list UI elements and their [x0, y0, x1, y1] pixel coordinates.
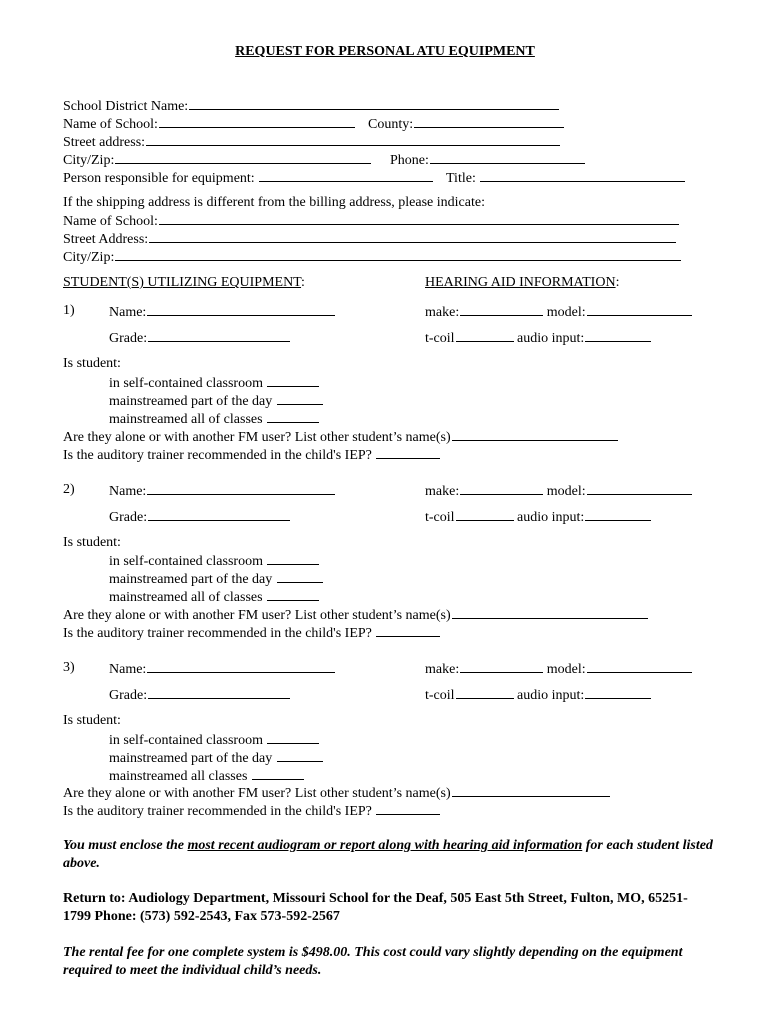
is-student-label: Is student:	[63, 356, 121, 371]
tcoil-field[interactable]	[456, 328, 514, 342]
hearing-aid-section-header	[425, 274, 619, 292]
iep-row	[63, 445, 440, 465]
tcoil-label: t-coil	[425, 331, 455, 346]
name-of-school-row	[63, 114, 355, 134]
return-address: Return to: Audiology Department, Missouri School for the Deaf, 505 East 5th Street, Fulton, MO, 65251-1799 Phone: (573) 592-2543, Fax 573-592-2567	[63, 891, 688, 924]
audio-input-label: audio input:	[517, 688, 585, 703]
shipping-city-row	[63, 247, 681, 267]
self-contained-row	[109, 730, 319, 750]
tcoil-field[interactable]	[456, 685, 514, 699]
county-field[interactable]	[414, 114, 564, 128]
phone-label: Phone:	[390, 153, 429, 168]
self-contained-row	[109, 373, 319, 393]
fm-user-row	[63, 605, 648, 625]
rental-fee-notice: The rental fee for one complete system is $498.00. This cost could vary slightly depending on the equipment required to meet the individual child’s needs.	[63, 945, 683, 978]
page-title: REQUEST FOR PERSONAL ATU EQUIPMENT	[235, 44, 535, 59]
student-name-field[interactable]	[147, 481, 335, 495]
person-responsible-row	[63, 168, 433, 188]
student-name-label: Name:	[109, 662, 147, 677]
mainstreamed-part-field[interactable]	[277, 569, 323, 583]
student-name-field[interactable]	[147, 659, 335, 673]
make-model-row	[425, 302, 692, 322]
mainstreamed-part-field[interactable]	[277, 748, 323, 762]
tcoil-audio-row	[425, 685, 651, 705]
notice-text-2: for each student listed above.	[63, 838, 713, 871]
mainstreamed-all-field[interactable]	[267, 409, 319, 423]
student-name-label: Name:	[109, 305, 147, 320]
street-address-label: Street address:	[63, 135, 146, 150]
fm-user-row	[63, 783, 610, 803]
make-field[interactable]	[460, 302, 543, 316]
mainstreamed-all-label: mainstreamed all classes	[109, 769, 248, 784]
grade-field[interactable]	[148, 507, 290, 521]
notice-text-1: You must enclose the	[63, 838, 188, 853]
shipping-city-label: City/Zip:	[63, 250, 115, 265]
city-zip-row	[63, 150, 371, 170]
make-model-row	[425, 481, 692, 501]
self-contained-field[interactable]	[267, 373, 319, 387]
mainstreamed-all-label: mainstreamed all of classes	[109, 590, 263, 605]
tcoil-label: t-coil	[425, 510, 455, 525]
model-label: model:	[546, 305, 586, 320]
self-contained-row	[109, 551, 319, 571]
iep-field[interactable]	[376, 445, 440, 459]
iep-field[interactable]	[376, 801, 440, 815]
iep-row	[63, 801, 440, 821]
audio-input-label: audio input:	[517, 331, 585, 346]
audio-input-field[interactable]	[585, 685, 651, 699]
county-row	[368, 114, 564, 134]
phone-row	[390, 150, 585, 170]
make-model-row	[425, 659, 692, 679]
street-address-row	[63, 132, 560, 152]
city-zip-label: City/Zip:	[63, 153, 115, 168]
model-field[interactable]	[587, 481, 692, 495]
students-header-text: STUDENT(S) UTILIZING EQUIPMENT	[63, 275, 302, 290]
school-name-label: Name of School:	[63, 117, 158, 132]
grade-field[interactable]	[148, 328, 290, 342]
is-student-label: Is student:	[63, 535, 121, 550]
mainstreamed-part-row	[109, 569, 323, 589]
students-section-header	[63, 274, 305, 292]
grade-row	[109, 507, 290, 527]
shipping-school-field[interactable]	[159, 211, 679, 225]
iep-question: Is the auditory trainer recommended in the child's IEP?	[63, 448, 372, 463]
person-responsible-label: Person responsible for equipment:	[63, 171, 255, 186]
iep-field[interactable]	[376, 623, 440, 637]
fm-user-field[interactable]	[452, 427, 618, 441]
tcoil-audio-row	[425, 328, 651, 348]
student-name-row	[109, 481, 335, 501]
fm-user-row	[63, 427, 618, 447]
grade-label: Grade:	[109, 688, 148, 703]
mainstreamed-part-label: mainstreamed part of the day	[109, 751, 273, 766]
shipping-intro: If the shipping address is different from the billing address, please indicate:	[63, 195, 485, 210]
iep-question: Is the auditory trainer recommended in the child's IEP?	[63, 626, 372, 641]
tcoil-field[interactable]	[456, 507, 514, 521]
city-zip-field[interactable]	[115, 150, 371, 164]
mainstreamed-all-row	[109, 587, 319, 607]
model-field[interactable]	[587, 659, 692, 673]
grade-row	[109, 328, 290, 348]
iep-question: Is the auditory trainer recommended in the child's IEP?	[63, 804, 372, 819]
school-district-row	[63, 96, 559, 116]
model-field[interactable]	[587, 302, 692, 316]
student-name-field[interactable]	[147, 302, 335, 316]
self-contained-field[interactable]	[267, 730, 319, 744]
fm-user-field[interactable]	[452, 783, 610, 797]
student-number: 3)	[63, 660, 75, 675]
audio-input-label: audio input:	[517, 510, 585, 525]
students-header-colon: :	[301, 275, 305, 290]
mainstreamed-part-label: mainstreamed part of the day	[109, 572, 273, 587]
shipping-school-label: Name of School:	[63, 214, 158, 229]
audio-input-field[interactable]	[585, 507, 651, 521]
fm-user-question: Are they alone or with another FM user? List other student’s name(s)	[63, 430, 451, 445]
shipping-street-label: Street Address:	[63, 232, 149, 247]
make-label: make:	[425, 662, 460, 677]
self-contained-label: in self-contained classroom	[109, 733, 263, 748]
self-contained-label: in self-contained classroom	[109, 554, 263, 569]
phone-field[interactable]	[430, 150, 585, 164]
mainstreamed-all-label: mainstreamed all of classes	[109, 412, 263, 427]
hearing-aid-header-text: HEARING AID INFORMATION	[425, 275, 616, 290]
notice-emphasis: most recent audiogram or report along with hearing aid information	[187, 838, 583, 853]
model-label: model:	[546, 662, 586, 677]
make-label: make:	[425, 305, 460, 320]
fm-user-question: Are they alone or with another FM user? List other student’s name(s)	[63, 786, 451, 801]
mainstreamed-part-row	[109, 391, 323, 411]
student-number: 1)	[63, 303, 75, 318]
mainstreamed-part-label: mainstreamed part of the day	[109, 394, 273, 409]
school-district-label: School District Name:	[63, 99, 189, 114]
grade-label: Grade:	[109, 331, 148, 346]
county-label: County:	[368, 117, 414, 132]
grade-field[interactable]	[148, 685, 290, 699]
mainstreamed-all-field[interactable]	[252, 766, 304, 780]
fm-user-question: Are they alone or with another FM user? List other student’s name(s)	[63, 608, 451, 623]
student-name-row	[109, 302, 335, 322]
fm-user-field[interactable]	[452, 605, 648, 619]
school-district-field[interactable]	[189, 96, 559, 110]
mainstreamed-all-field[interactable]	[267, 587, 319, 601]
tcoil-label: t-coil	[425, 688, 455, 703]
person-responsible-field[interactable]	[259, 168, 433, 182]
student-number: 2)	[63, 482, 75, 497]
title-field[interactable]	[480, 168, 685, 182]
shipping-street-row	[63, 229, 676, 249]
grade-label: Grade:	[109, 510, 148, 525]
mainstreamed-part-row	[109, 748, 323, 768]
iep-row	[63, 623, 440, 643]
tcoil-audio-row	[425, 507, 651, 527]
student-name-row	[109, 659, 335, 679]
is-student-label: Is student:	[63, 713, 121, 728]
shipping-city-field[interactable]	[115, 247, 681, 261]
model-label: model:	[546, 484, 586, 499]
self-contained-field[interactable]	[267, 551, 319, 565]
grade-row	[109, 685, 290, 705]
shipping-street-field[interactable]	[149, 229, 676, 243]
mainstreamed-all-row	[109, 409, 319, 429]
student-name-label: Name:	[109, 484, 147, 499]
audio-input-field[interactable]	[585, 328, 651, 342]
audiogram-notice	[63, 837, 713, 873]
self-contained-label: in self-contained classroom	[109, 376, 263, 391]
shipping-school-row	[63, 211, 679, 231]
make-field[interactable]	[460, 659, 543, 673]
mainstreamed-part-field[interactable]	[277, 391, 323, 405]
title-field-row	[446, 168, 685, 188]
make-label: make:	[425, 484, 460, 499]
street-address-field[interactable]	[146, 132, 560, 146]
title-label: Title:	[446, 171, 476, 186]
make-field[interactable]	[460, 481, 543, 495]
hearing-aid-header-colon: :	[615, 275, 620, 290]
school-name-field[interactable]	[159, 114, 355, 128]
